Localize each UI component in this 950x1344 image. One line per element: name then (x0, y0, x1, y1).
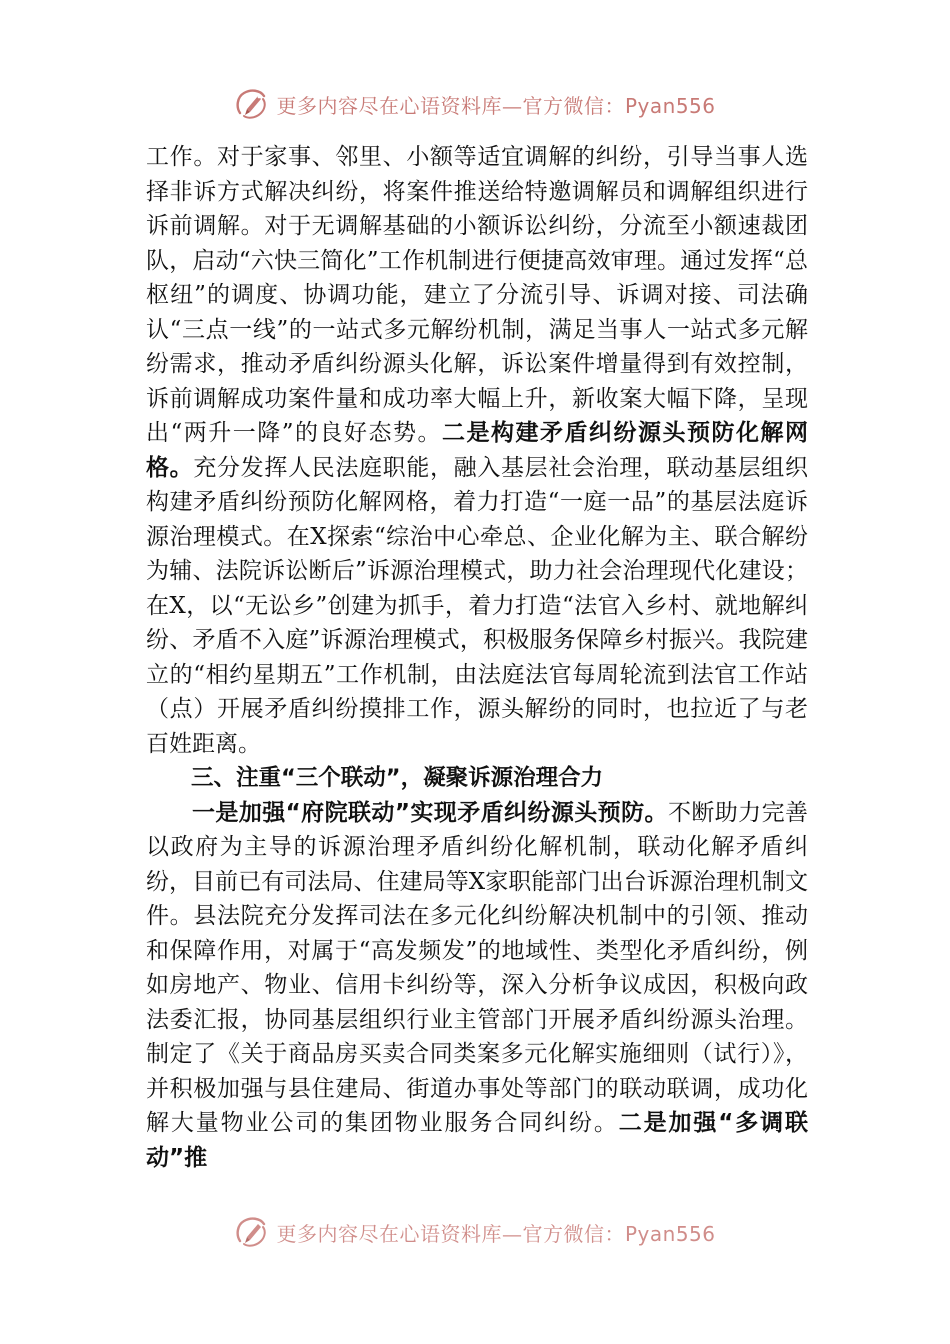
paragraph-1: 工作。对于家事、邻里、小额等适宜调解的纠纷，引导当事人选择非诉方式解决纠纷，将案件推送给特邀调解员和调解组织进行诉前调解。对于无调解基础的小额诉讼纠纷，分流至小额速裁团队，启动“六快三简化”工作机制进行便捷高效审理。通过发挥“总枢纽”的调度、协调功能，建立了分流引导、诉调对接、司法确认“三点一线”的一站式多元解纷机制，满足当事人一站式多元解纷需求，推动矛盾纠纷源头化解，诉讼案件增量得到有效控制，诉前调解成功案件量和成功率大幅上升，新收案大幅下降，呈现出“两升一降”的良好态势。二是构建矛盾纠纷源头预防化解网格。充分发挥人民法庭职能，融入基层社会治理，联动基层组织构建矛盾纠纷预防化解网格，着力打造“一庭一品”的基层法庭诉源治理模式。在X探索“综治中心牵总、企业化解为主、联合解纷为辅、法院诉讼断后”诉源治理模式，助力社会治理现代化建设；在X，以“无讼乡”创建为抓手，着力打造“法官入乡村、就地解纠纷、矛盾不入庭”诉源治理模式，积极服务保障乡村振兴。我院建立的“相约星期五”工作机制，由法庭法官每周轮流到法官工作站（点）开展矛盾纠纷摸排工作，源头解纷的同时，也拉近了与老百姓距离。 (146, 144, 809, 757)
watermark-logo-icon (234, 1215, 270, 1248)
bold-phrase: 二是加强“多调联动”推 (146, 1110, 808, 1171)
footer-watermark (0, 1204, 950, 1248)
document-body (146, 140, 808, 1175)
paragraph-2: 一是加强“府院联动”实现矛盾纠纷源头预防。不断助力完善以政府为主导的诉源治理矛盾纠纷化解机制，联动化解矛盾纠纷，目前已有司法局、住建局等X家职能部门出台诉源治理机制文件。县法院充分发挥司法在多元化纠纷解决机制中的引领、推动和保障作用，对属于“高发频发”的地域性、类型化矛盾纠纷，例如房地产、物业、信用卡纠纷等，深入分析争议成因，积极向政法委汇报，协同基层组织行业主管部门开展矛盾纠纷源头治理。制定了《关于商品房买卖合同类案多元化解实施细则（试行）》，并积极加强与县住建局、街道办事处等部门的联动联调，成功化解大量物业公司的集团物业服务合同纠纷。二是加强“多调联动”推 (146, 799, 809, 1171)
bold-phrase: 一是加强“府院联动”实现矛盾纠纷源头预防。 (192, 799, 668, 826)
bold-phrase: 二是构建矛盾纠纷源头预防化解网格。 (146, 420, 808, 481)
watermark-logo-icon (234, 87, 270, 121)
section-heading: 三、注重“三个联动”，凝聚诉源治理合力 (191, 765, 604, 791)
header-watermark-text: 更多内容尽在心语资料库—官方微信：Pyan556 (276, 93, 716, 118)
header-watermark (0, 84, 950, 124)
footer-watermark-text: 更多内容尽在心语资料库—官方微信：Pyan556 (276, 1221, 716, 1246)
